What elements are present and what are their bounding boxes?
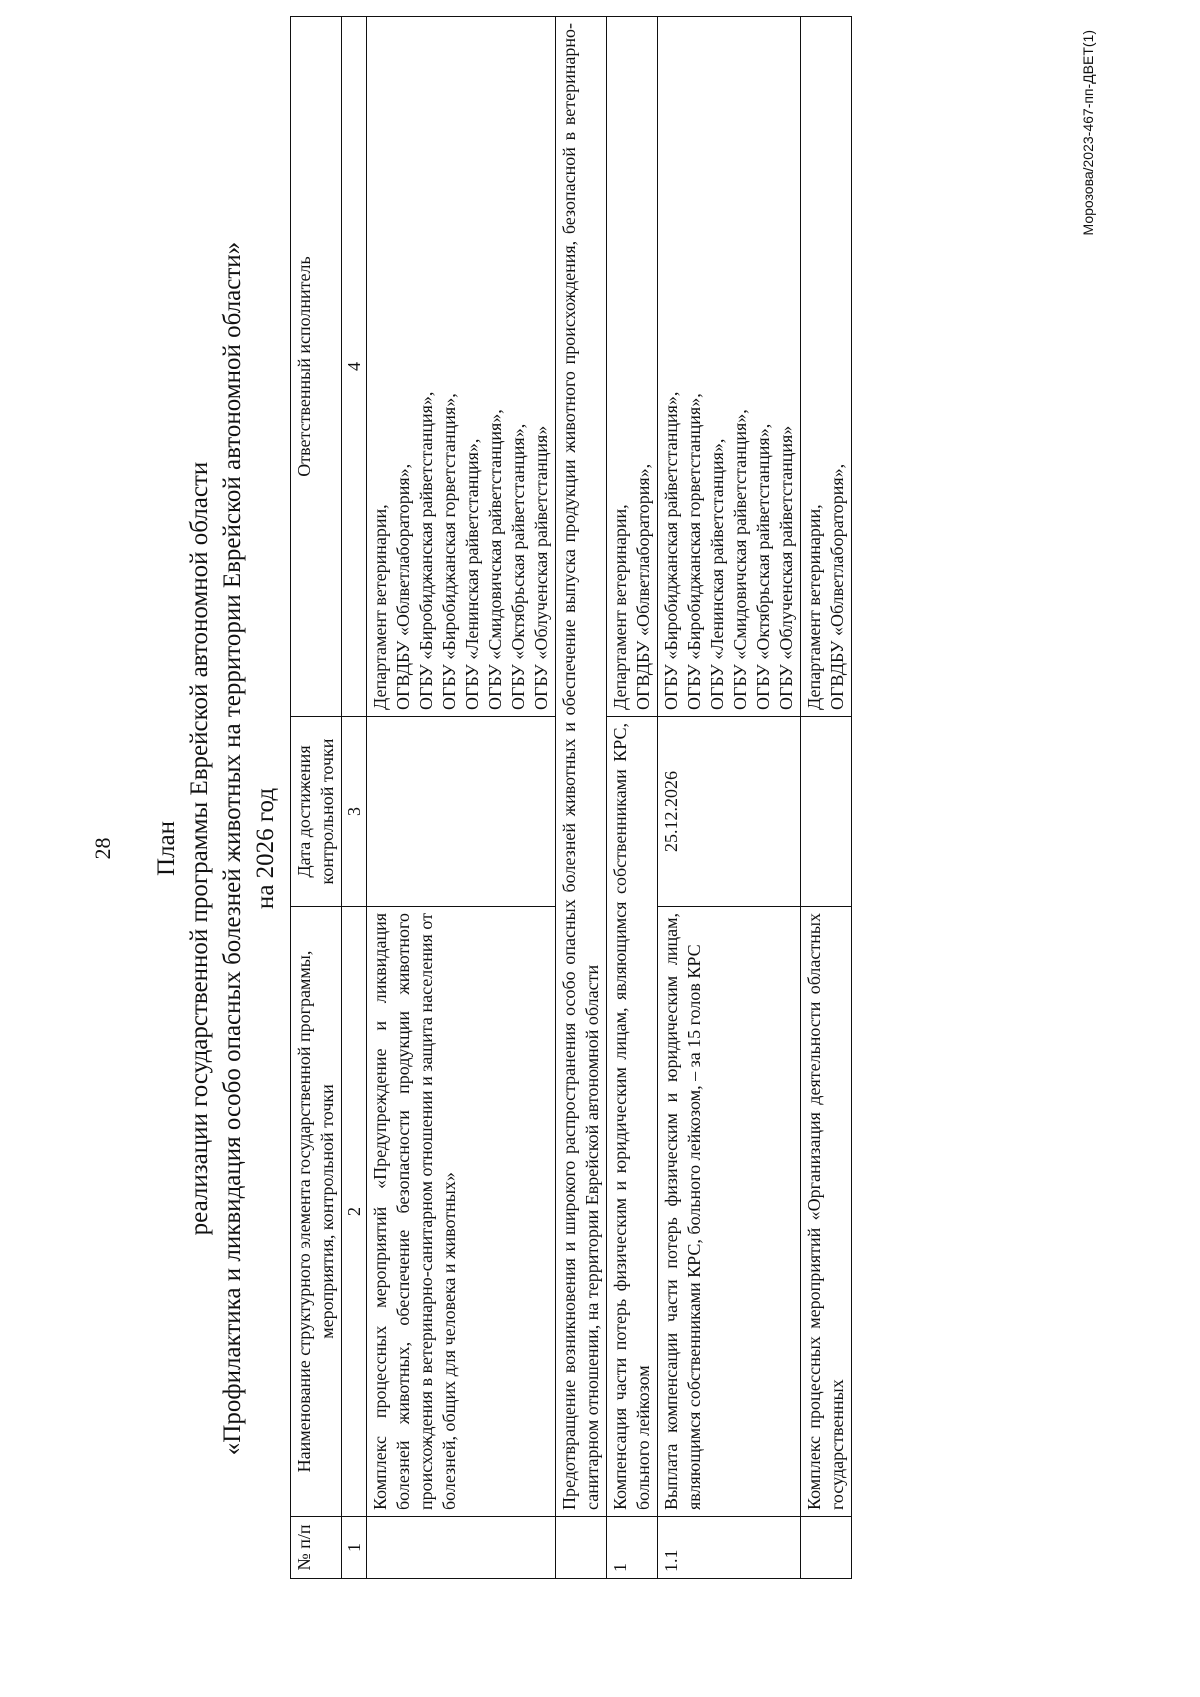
row-name: Комплекс процессных мероприятий «Предупреждение и ликвидация болезней животных, обеспечение безопасности продукции животного происхождения в ветеринарно-санитарном отношении и защита населения от болезней, общих для человека и животных» — [367, 907, 556, 1517]
executor-line: Департамент ветеринарии, — [370, 504, 390, 710]
executor-line: ОГВДБУ «Облветлаборатория», — [633, 463, 653, 710]
column-number: 3 — [342, 717, 367, 907]
plan-table-wrapper — [290, 17, 852, 1579]
goal-text: Предотвращение возникновения и широкого распространения особо опасных болезней животных и обеспечение выпуска продукции животного происхождения, безопасной в ветеринарно-санитарном отношении, на территории Еврейской автономной области — [556, 17, 607, 1517]
row-number — [367, 1517, 556, 1579]
table-row — [801, 17, 852, 1579]
title-line-3: «Профилактика и ликвидация особо опасных болезней животных на территории Еврейской автономной области» — [219, 241, 246, 1456]
executor-line: ОГБУ «Смидовичская райветстанция», — [730, 409, 750, 710]
row-executors — [607, 17, 658, 717]
title-line-2: реализации государственной программы Еврейской автономной области — [186, 461, 213, 1236]
title-line-1: План — [153, 821, 180, 877]
executor-line: ОГБУ «Октябрьская райветстанция», — [753, 423, 773, 710]
header-number: № п/п — [291, 1517, 342, 1579]
table-row-goal — [556, 17, 607, 1579]
row-number — [801, 1517, 852, 1579]
row-number: 1 — [607, 1517, 658, 1579]
table-row — [367, 17, 556, 1579]
executor-line: ОГВДБУ «Облветлаборатория», — [827, 463, 847, 710]
table-row — [658, 17, 801, 1579]
column-number: 1 — [342, 1517, 367, 1579]
row-executors — [658, 17, 801, 717]
executor-line: Департамент ветеринарии, — [804, 504, 824, 710]
plan-table — [290, 16, 852, 1579]
row-executors — [367, 17, 556, 717]
document-code: Морозова/2023-467-пп-ДВЕТ(1) — [1080, 30, 1096, 236]
executor-line: ОГБУ «Ленинская райветстанция», — [707, 438, 727, 710]
executor-line: ОГБУ «Облученская райветстанция» — [531, 425, 551, 710]
row-number: 1.1 — [658, 1517, 801, 1579]
executor-line: ОГБУ «Смидовичская райветстанция», — [485, 409, 505, 710]
header-date: Дата достижения контрольной точки — [291, 717, 342, 907]
row-date: 25.12.2026 — [658, 717, 801, 907]
header-executor: Ответственный исполнитель — [291, 17, 342, 717]
header-name: Наименование структурного элемента государственной программы, мероприятия, контрольной точки — [291, 907, 342, 1517]
executor-line: ОГБУ «Ленинская райветстанция», — [462, 438, 482, 710]
executor-line: Департамент ветеринарии, — [610, 504, 630, 710]
executor-line: ОГВДБУ «Облветлаборатория», — [393, 463, 413, 710]
table-row — [607, 17, 658, 1579]
executor-line: ОГБУ «Биробиджанская горветстанция», — [439, 393, 459, 710]
executor-line: ОГБУ «Облученская райветстанция» — [776, 425, 796, 710]
document-title — [150, 0, 282, 1697]
row-number — [556, 1517, 607, 1579]
row-name: Компенсация части потерь физическим и юридическим лицам, являющимся собственниками КРС, больного лейкозом — [607, 717, 658, 1517]
table-header-row — [291, 17, 342, 1579]
row-date — [801, 717, 852, 907]
title-line-4: на 2026 год — [252, 787, 279, 910]
page-number: 28 — [90, 837, 115, 860]
executor-line: ОГБУ «Биробиджанская горветстанция», — [684, 393, 704, 710]
row-name: Выплата компенсации части потерь физическим и юридическим лицам, являющимся собственниками КРС, больного лейкозом, – за 15 голов КРС — [658, 907, 801, 1517]
row-date — [367, 717, 556, 907]
executor-line: ОГБУ «Октябрьская райветстанция», — [508, 423, 528, 710]
executor-line: ОГБУ «Биробиджанская райветстанция», — [661, 391, 681, 710]
row-name: Комплекс процессных мероприятий «Организация деятельности областных государственных — [801, 907, 852, 1517]
column-number: 2 — [342, 907, 367, 1517]
row-executors — [801, 17, 852, 717]
executor-line: ОГБУ «Биробиджанская райветстанция», — [416, 391, 436, 710]
column-number-row — [342, 17, 367, 1579]
column-number: 4 — [342, 17, 367, 717]
